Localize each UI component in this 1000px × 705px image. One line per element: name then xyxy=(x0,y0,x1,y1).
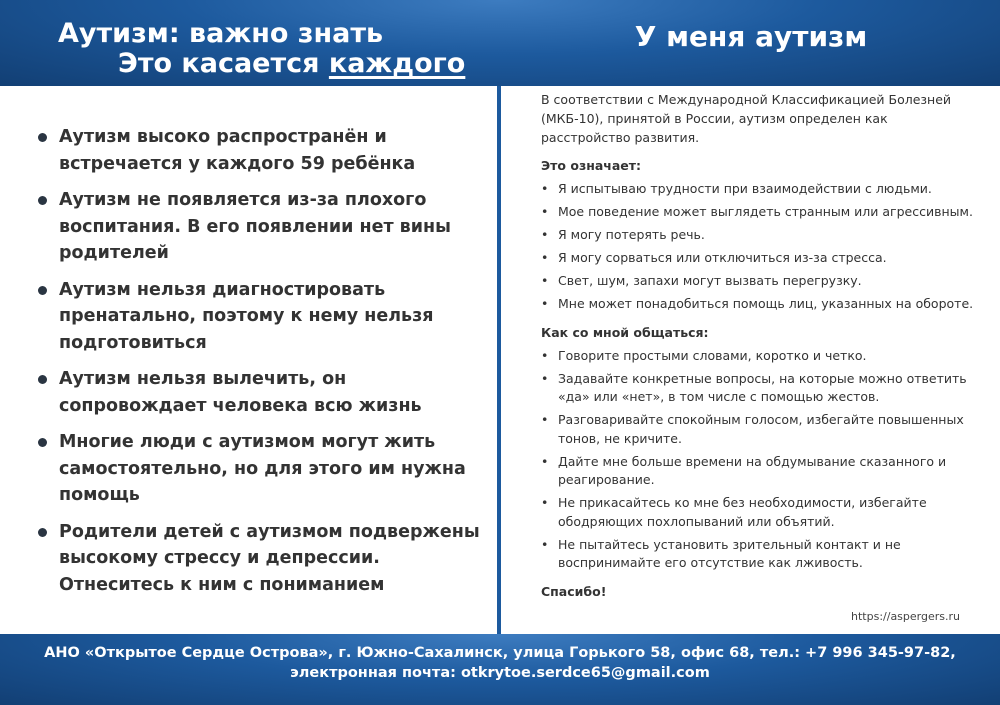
bullet-dot-icon xyxy=(38,528,47,537)
list-item-text: Не пытайтесь установить зрительный контакт и не воспринимайте его отсутствие как лживость. xyxy=(558,536,901,570)
bullet-icon: • xyxy=(541,250,549,265)
left-fact-text: Аутизм высоко распространён и встречается у каждого 59 ребёнка xyxy=(59,127,416,174)
left-fact-text: Многие люди с аутизмом могут жить самостоятельно, но для этого им нужна помощь xyxy=(59,432,466,505)
list-item xyxy=(541,203,981,222)
header-left xyxy=(0,0,498,86)
section-title-means: Это означает: xyxy=(541,158,642,173)
list-item-text: Разговаривайте спокойным голосом, избегайте повышенных тонов, не кричите. xyxy=(558,412,964,446)
bullet-icon: • xyxy=(541,227,549,242)
bullet-dot-icon xyxy=(38,375,47,384)
list-item xyxy=(541,180,981,199)
vertical-divider xyxy=(497,86,501,634)
list-item xyxy=(541,249,981,268)
left-title-line2 xyxy=(118,48,465,80)
footer-address: АНО «Открытое Сердце Острова», г. Южно-Сахалинск, улица Горького 58, офис 68, тел.: +7 996 345-97-82, xyxy=(44,645,956,661)
bullet-icon: • xyxy=(541,495,549,510)
left-facts-list xyxy=(38,124,488,608)
left-fact-item xyxy=(38,187,488,267)
list-item xyxy=(541,494,981,531)
right-title: У меня аутизм xyxy=(634,20,868,53)
left-title-underlined: каждого xyxy=(328,48,466,79)
list-item xyxy=(541,453,981,490)
left-fact-text: Аутизм нельзя диагностировать пренатально, поэтому к нему нельзя подготовиться xyxy=(59,279,434,353)
left-fact-item xyxy=(38,429,488,509)
left-fact-text: Аутизм нельзя вылечить, он сопровождает человека всю жизнь xyxy=(59,369,422,416)
footer-banner xyxy=(0,634,1000,705)
list-item-text: Я могу сорваться или отключиться из-за стресса. xyxy=(558,250,887,265)
means-list xyxy=(541,180,981,314)
list-item-text: Мне может понадобиться помощь лиц, указанных на обороте. xyxy=(558,296,974,311)
list-item xyxy=(541,295,981,314)
list-item-text: Задавайте конкретные вопросы, на которые можно ответить «да» или «нет», в том числе с помощью жестов. xyxy=(558,370,967,404)
bullet-icon: • xyxy=(541,412,549,427)
list-item xyxy=(541,370,981,407)
bullet-icon: • xyxy=(541,204,549,219)
communicate-list xyxy=(541,347,981,573)
left-fact-text: Родители детей с аутизмом подвержены высокому стрессу и депрессии. Отнеситесь к ним с пониманием xyxy=(59,521,480,595)
bullet-icon: • xyxy=(541,181,549,196)
section-title-communicate: Как со мной общаться: xyxy=(541,324,709,340)
left-fact-item xyxy=(38,277,488,357)
bullet-icon: • xyxy=(541,296,549,311)
left-fact-text: Аутизм не появляется из-за плохого воспитания. В его появлении нет вины родителей xyxy=(59,190,451,263)
list-item-text: Не прикасайтесь ко мне без необходимости, избегайте ободряющих похлопываний или объятий. xyxy=(558,495,927,529)
footer-email: электронная почта: otkrytoe.serdce65@gmail.com xyxy=(290,665,710,681)
thanks-text: Спасибо! xyxy=(541,583,607,599)
list-item-text: Свет, шум, запахи могут вызвать перегрузку. xyxy=(558,273,862,288)
list-item xyxy=(541,226,981,245)
left-fact-item xyxy=(38,519,488,599)
left-title-line1: Аутизм: важно знать xyxy=(58,18,384,49)
list-item xyxy=(541,411,981,448)
website-link[interactable]: https://aspergers.ru xyxy=(851,610,960,623)
header-right xyxy=(502,0,1000,86)
left-fact-item xyxy=(38,124,488,177)
list-item-text: Говорите простыми словами, коротко и четко. xyxy=(558,347,867,363)
list-item-text: Дайте мне больше времени на обдумывание сказанного и реагирование. xyxy=(558,453,947,487)
right-column xyxy=(541,90,981,601)
list-item xyxy=(541,347,981,366)
bullet-icon: • xyxy=(541,536,549,552)
bullet-icon: • xyxy=(541,273,549,288)
bullet-dot-icon xyxy=(38,196,47,205)
left-title-prefix: Это касается xyxy=(118,48,329,79)
bullet-dot-icon xyxy=(38,133,47,142)
bullet-icon: • xyxy=(541,347,549,363)
bullet-icon: • xyxy=(541,453,549,469)
bullet-dot-icon xyxy=(38,438,47,447)
bullet-dot-icon xyxy=(38,286,47,295)
left-fact-item xyxy=(38,366,488,419)
list-item-text: Я могу потерять речь. xyxy=(558,227,705,242)
list-item-text: Я испытываю трудности при взаимодействии с людьми. xyxy=(558,181,932,196)
list-item-text: Мое поведение может выглядеть странным или агрессивным. xyxy=(558,204,973,219)
header-banner xyxy=(0,0,1000,86)
intro-text: В соответствии с Международной Классификацией Болезней (МКБ-10), принятой в России, аутизм определен как расстройство развития. xyxy=(541,92,952,145)
list-item xyxy=(541,272,981,291)
list-item xyxy=(541,536,981,573)
bullet-icon: • xyxy=(541,370,549,386)
